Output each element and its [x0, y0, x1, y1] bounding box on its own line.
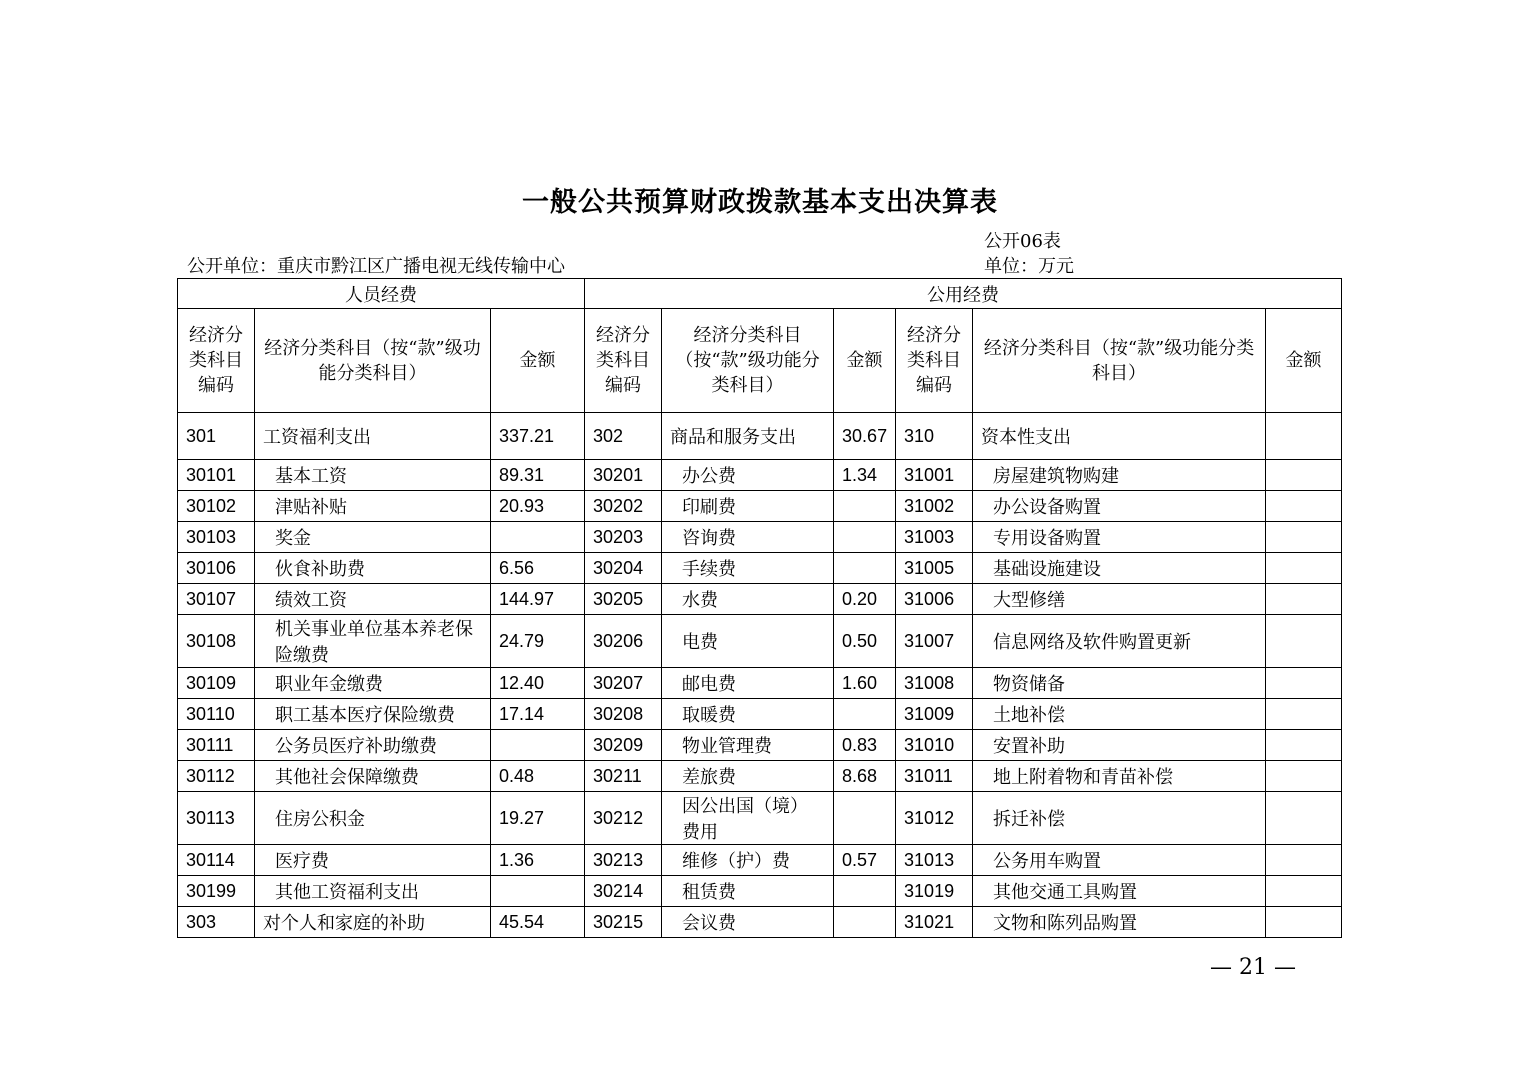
name-cell: 基础设施建设: [973, 553, 1266, 584]
code-cell: 30214: [585, 876, 662, 907]
name-cell: 职业年金缴费: [255, 668, 491, 699]
code-cell: 30102: [178, 491, 255, 522]
code-cell: 30112: [178, 761, 255, 792]
name-cell: 医疗费: [255, 845, 491, 876]
code-cell: 30209: [585, 730, 662, 761]
name-cell: 其他社会保障缴费: [255, 761, 491, 792]
code-cell: 30212: [585, 792, 662, 845]
table-number: 公开06表: [984, 231, 1061, 252]
col-header-name: 经济分类科目（按“款”级功能分类科目）: [973, 309, 1266, 413]
amount-cell: 89.31: [491, 460, 585, 491]
amount-cell: 30.67: [834, 413, 896, 460]
name-cell: 工资福利支出: [255, 413, 491, 460]
name-cell: 邮电费: [662, 668, 834, 699]
amount-cell: 0.83: [834, 730, 896, 761]
table-row: [178, 522, 1342, 553]
name-cell: 大型修缮: [973, 584, 1266, 615]
amount-cell: 1.36: [491, 845, 585, 876]
amount-cell: 20.93: [491, 491, 585, 522]
name-cell: 水费: [662, 584, 834, 615]
amount-cell: [834, 876, 896, 907]
amount-cell: [834, 553, 896, 584]
table-row: [178, 413, 1342, 460]
name-cell: 差旅费: [662, 761, 834, 792]
expenditure-table: [177, 278, 1342, 938]
page-number: — 21 —: [1210, 955, 1296, 980]
name-cell: 物资储备: [973, 668, 1266, 699]
code-cell: 30201: [585, 460, 662, 491]
amount-cell: 0.48: [491, 761, 585, 792]
code-cell: 30204: [585, 553, 662, 584]
table-row: [178, 730, 1342, 761]
table-row: [178, 668, 1342, 699]
code-cell: 30106: [178, 553, 255, 584]
name-cell: 文物和陈列品购置: [973, 907, 1266, 938]
name-cell: 安置补助: [973, 730, 1266, 761]
name-cell: 津贴补贴: [255, 491, 491, 522]
table-row: [178, 699, 1342, 730]
code-cell: 31019: [896, 876, 973, 907]
table-row: [178, 876, 1342, 907]
code-cell: 30103: [178, 522, 255, 553]
amount-cell: [1266, 792, 1342, 845]
name-cell: 专用设备购置: [973, 522, 1266, 553]
code-cell: 30101: [178, 460, 255, 491]
code-cell: 30107: [178, 584, 255, 615]
section-header-row: [178, 279, 1342, 309]
name-cell: 其他工资福利支出: [255, 876, 491, 907]
section-personnel: 人员经费: [178, 279, 585, 309]
name-cell: 职工基本医疗保险缴费: [255, 699, 491, 730]
name-cell: 印刷费: [662, 491, 834, 522]
amount-cell: [1266, 730, 1342, 761]
code-cell: 303: [178, 907, 255, 938]
code-cell: 30215: [585, 907, 662, 938]
name-cell: 维修（护）费: [662, 845, 834, 876]
code-cell: 31005: [896, 553, 973, 584]
name-cell: 咨询费: [662, 522, 834, 553]
amount-cell: [1266, 460, 1342, 491]
name-cell: 奖金: [255, 522, 491, 553]
amount-cell: [1266, 907, 1342, 938]
amount-cell: [1266, 491, 1342, 522]
name-cell: 基本工资: [255, 460, 491, 491]
amount-cell: 337.21: [491, 413, 585, 460]
table-row: [178, 615, 1342, 668]
code-cell: 31013: [896, 845, 973, 876]
code-cell: 30205: [585, 584, 662, 615]
name-cell: 拆迁补偿: [973, 792, 1266, 845]
publishing-unit: 公开单位：重庆市黔江区广播电视无线传输中心: [187, 256, 565, 277]
amount-cell: 45.54: [491, 907, 585, 938]
name-cell: 公务员医疗补助缴费: [255, 730, 491, 761]
code-cell: 31021: [896, 907, 973, 938]
name-cell: 商品和服务支出: [662, 413, 834, 460]
amount-cell: [1266, 615, 1342, 668]
table-row: [178, 491, 1342, 522]
code-cell: 30108: [178, 615, 255, 668]
code-cell: 30199: [178, 876, 255, 907]
code-cell: 302: [585, 413, 662, 460]
code-cell: 30208: [585, 699, 662, 730]
code-cell: 30110: [178, 699, 255, 730]
code-cell: 31008: [896, 668, 973, 699]
name-cell: 办公费: [662, 460, 834, 491]
amount-cell: [1266, 668, 1342, 699]
col-header-amount: 金额: [491, 309, 585, 413]
code-cell: 30206: [585, 615, 662, 668]
amount-cell: [491, 522, 585, 553]
name-cell: 手续费: [662, 553, 834, 584]
col-header-name: 经济分类科目（按“款”级功能分类科目）: [662, 309, 834, 413]
code-cell: 31006: [896, 584, 973, 615]
name-cell: 房屋建筑物购建: [973, 460, 1266, 491]
document-title: 一般公共预算财政拨款基本支出决算表: [522, 187, 998, 218]
name-cell: 会议费: [662, 907, 834, 938]
code-cell: 31009: [896, 699, 973, 730]
amount-cell: 0.50: [834, 615, 896, 668]
name-cell: 对个人和家庭的补助: [255, 907, 491, 938]
col-header-amount: 金额: [1266, 309, 1342, 413]
amount-cell: [1266, 522, 1342, 553]
amount-cell: [1266, 845, 1342, 876]
amount-cell: [491, 730, 585, 761]
table-row: [178, 584, 1342, 615]
amount-cell: 8.68: [834, 761, 896, 792]
col-header-name: 经济分类科目（按“款”级功能分类科目）: [255, 309, 491, 413]
amount-cell: 1.34: [834, 460, 896, 491]
col-header-code: 经济分类科目编码: [585, 309, 662, 413]
name-cell: 物业管理费: [662, 730, 834, 761]
amount-cell: [1266, 553, 1342, 584]
code-cell: 31011: [896, 761, 973, 792]
name-cell: 资本性支出: [973, 413, 1266, 460]
amount-cell: 0.20: [834, 584, 896, 615]
code-cell: 30207: [585, 668, 662, 699]
table-row: [178, 907, 1342, 938]
amount-cell: [1266, 584, 1342, 615]
name-cell: 办公设备购置: [973, 491, 1266, 522]
amount-cell: 12.40: [491, 668, 585, 699]
code-cell: 31001: [896, 460, 973, 491]
code-cell: 30213: [585, 845, 662, 876]
code-cell: 31010: [896, 730, 973, 761]
name-cell: 机关事业单位基本养老保险缴费: [255, 615, 491, 668]
code-cell: 31007: [896, 615, 973, 668]
code-cell: 31003: [896, 522, 973, 553]
name-cell: 租赁费: [662, 876, 834, 907]
amount-cell: 19.27: [491, 792, 585, 845]
name-cell: 土地补偿: [973, 699, 1266, 730]
amount-cell: 1.60: [834, 668, 896, 699]
table-row: [178, 553, 1342, 584]
code-cell: 30113: [178, 792, 255, 845]
code-cell: 30203: [585, 522, 662, 553]
code-cell: 301: [178, 413, 255, 460]
amount-cell: 24.79: [491, 615, 585, 668]
name-cell: 取暖费: [662, 699, 834, 730]
col-header-code: 经济分类科目编码: [896, 309, 973, 413]
code-cell: 30109: [178, 668, 255, 699]
amount-cell: [834, 792, 896, 845]
code-cell: 30211: [585, 761, 662, 792]
code-cell: 30114: [178, 845, 255, 876]
code-cell: 31002: [896, 491, 973, 522]
table-row: [178, 845, 1342, 876]
amount-cell: [834, 907, 896, 938]
code-cell: 31012: [896, 792, 973, 845]
name-cell: 信息网络及软件购置更新: [973, 615, 1266, 668]
amount-cell: 6.56: [491, 553, 585, 584]
name-cell: 绩效工资: [255, 584, 491, 615]
amount-cell: [1266, 761, 1342, 792]
currency-unit: 单位：万元: [984, 256, 1074, 277]
amount-cell: 17.14: [491, 699, 585, 730]
name-cell: 公务用车购置: [973, 845, 1266, 876]
code-cell: 30111: [178, 730, 255, 761]
col-header-amount: 金额: [834, 309, 896, 413]
name-cell: 电费: [662, 615, 834, 668]
code-cell: 30202: [585, 491, 662, 522]
name-cell: 地上附着物和青苗补偿: [973, 761, 1266, 792]
col-header-code: 经济分类科目编码: [178, 309, 255, 413]
amount-cell: [491, 876, 585, 907]
name-cell: 其他交通工具购置: [973, 876, 1266, 907]
amount-cell: [1266, 699, 1342, 730]
section-public: 公用经费: [585, 279, 1342, 309]
amount-cell: [834, 491, 896, 522]
code-cell: 310: [896, 413, 973, 460]
table-row: [178, 761, 1342, 792]
column-header-row: [178, 309, 1342, 413]
amount-cell: [834, 699, 896, 730]
name-cell: 因公出国（境）费用: [662, 792, 834, 845]
amount-cell: [1266, 413, 1342, 460]
amount-cell: [834, 522, 896, 553]
amount-cell: [1266, 876, 1342, 907]
amount-cell: 144.97: [491, 584, 585, 615]
name-cell: 伙食补助费: [255, 553, 491, 584]
table-row: [178, 792, 1342, 845]
amount-cell: 0.57: [834, 845, 896, 876]
table-row: [178, 460, 1342, 491]
name-cell: 住房公积金: [255, 792, 491, 845]
